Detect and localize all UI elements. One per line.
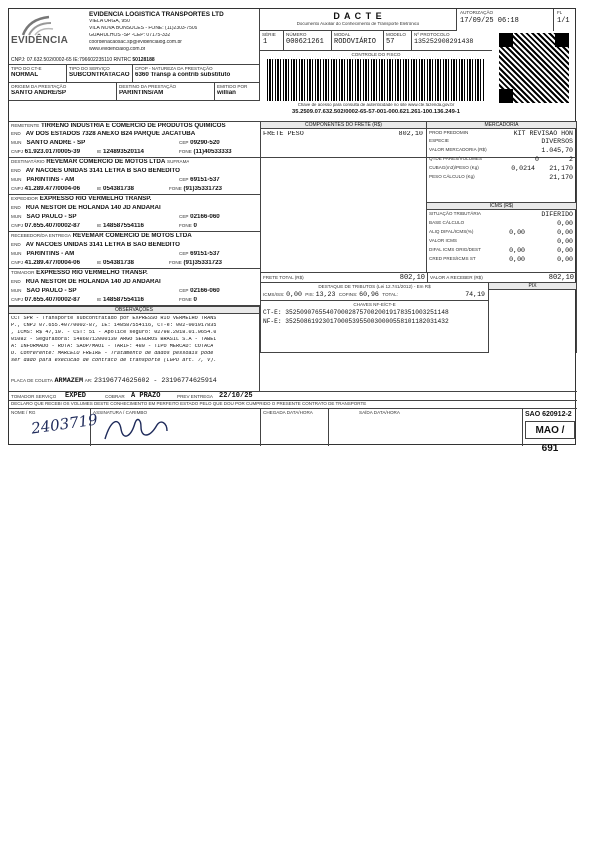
recebedor-end-label: END <box>11 242 21 247</box>
destino-value: PARINTINS/AM <box>119 90 164 97</box>
remetente-end: AV DOS ESTADOS 7328 ANEXO B24 PARQUE JACATUBA <box>25 131 196 137</box>
numero-value: 000621261 <box>286 38 324 47</box>
frete-peso-value: 802,10 <box>398 131 423 138</box>
prev-entrega-value: 22/10/25 <box>219 392 253 400</box>
emitido-cell <box>215 83 260 101</box>
destination-code: MAO / 691 <box>525 421 575 439</box>
remetente-cnpj: 61.923.017/0005-39 <box>24 149 81 155</box>
company-site: www.evidencialog.com.br <box>89 47 146 52</box>
placa-label: PLACA DE COLETA <box>11 378 53 383</box>
peso-calculo-label: PESO CÁLCULO (Kg) <box>429 174 475 179</box>
expedidor-cnpj-label: CNPJ <box>11 223 23 228</box>
expedidor-ie-label: IE <box>97 223 102 228</box>
difal-dest-value: 0,00 <box>557 247 573 254</box>
recebedor-label: RECEBEDOR/DA ENTREGA <box>11 233 71 238</box>
recebedor-fone-label: FONE <box>169 260 182 265</box>
expedidor-fone: 0 <box>193 223 197 229</box>
remetente-label: REMETENTE <box>11 123 40 128</box>
prod-predomin-label: PROD PREDOMIN <box>429 130 469 135</box>
modelo-label: MODELO <box>386 32 406 37</box>
numero-cell <box>284 31 332 51</box>
tomador-mun-label: MUN <box>11 288 22 293</box>
origem-label: ORIGEM DA PRESTAÇÃO <box>11 84 67 89</box>
numero-label: NÚMERO <box>286 32 307 37</box>
remetente-mun-label: MUN <box>11 140 22 145</box>
valor-icms-value: 0,00 <box>557 238 573 245</box>
situacao-tributaria-label: SITUAÇÃO TRIBUTÁRIA <box>429 211 481 216</box>
chegada-cell <box>261 409 329 446</box>
trib-pis-label: PIS: <box>305 292 314 297</box>
trib-total-value: 74,19 <box>465 291 485 298</box>
expedidor-mun: SAO PAULO - SP <box>26 214 77 220</box>
obs-line: ser dado para execucao de contrato de transporte (LGPD art. 7, V). <box>11 358 217 363</box>
recebedor-ie-label: IE <box>97 260 102 265</box>
tipo-servico-value: SUBCONTRATACAO <box>69 72 130 79</box>
frete-total-value: 802,10 <box>399 274 425 282</box>
remetente-cnpj-label: CNPJ <box>11 149 23 154</box>
destinatario-mun: PARINTINS - AM <box>26 177 75 183</box>
prestacao-row <box>9 83 260 101</box>
nome-rg-cell <box>9 409 99 446</box>
chave-cte: CT-E: 35250907655407000287570020019178351003251148 <box>263 309 449 316</box>
declaro-text: DECLARO QUE RECEBI OS VOLUMES DESTE CONHECIMENTO EM PERFEITO ESTADO PELO QUE DOU POR CUMPRIDO O PRESENTE CONTRATO DE TRANSPORTE <box>11 401 367 406</box>
declaro-row <box>9 401 577 409</box>
destinatario-cep-label: CEP <box>179 177 189 182</box>
tomador-fone-label: FONE <box>179 297 192 302</box>
expedidor-ie: 148587554116 <box>103 223 144 229</box>
tomador-mun: SAO PAULO - SP <box>26 288 77 294</box>
controle-fisco-label: CONTROLE DO FISCO <box>351 52 401 57</box>
tomador-ie-label: IE <box>97 297 102 302</box>
tipo-cte-cell <box>9 65 67 83</box>
valor-icms-label: VALOR ICMS <box>429 238 457 243</box>
qtde-volumes-value: 2 <box>569 156 573 163</box>
expedidor-label: EXPEDIDOR <box>11 196 39 201</box>
destinatario-label: DESTINATÁRIO <box>11 159 45 164</box>
cubagem-label: CUBAG(m3)/PESO (Kg) <box>429 165 479 170</box>
dacte-subtitle: Documento Auxiliar do Conhecimento de Transporte Eletrônico <box>296 22 420 26</box>
situacao-tributaria-value: DIFERIDO <box>541 211 573 218</box>
modal-cell <box>332 31 384 51</box>
componentes-header: COMPONENTES DO FRETE (R$) <box>261 122 426 129</box>
qtde-pares-value: 0 <box>535 156 539 163</box>
protocolo-value: 135252908291438 <box>414 38 474 46</box>
expedidor-cnpj: 07.655.407/0002-87 <box>24 223 81 229</box>
company-cnpj: CNPJ: 07.632.502/0002-65 IE:796602235110 RNTRC <box>11 57 131 63</box>
tomador-servico-label: TOMADOR SERVIÇO <box>11 394 57 399</box>
base-calculo-label: BASE CÁLCULO <box>429 220 465 225</box>
trib-icms-label: ICMS/ISS: <box>263 292 285 297</box>
signature-icon <box>101 413 221 445</box>
recebedor-mun: PARINTINS - AM <box>26 251 75 257</box>
origin-code: SAO 620912-2 <box>525 411 572 418</box>
especie-label: ESPECIE <box>429 138 449 143</box>
suframa-label: SUFRAMA <box>167 159 190 164</box>
chave-nfe: NF-E: 35250861923017000539550030000558101182031432 <box>263 318 449 325</box>
valor-mercadoria-value: 1.045,70 <box>541 147 573 154</box>
recebedor-ie: 054381738 <box>103 260 134 266</box>
recebedor-end: AV NACOES UNIDAS 3141 LETRA B SAO BENEDITO <box>25 242 180 248</box>
tomador-cep: 02166-060 <box>190 288 220 294</box>
mercadoria-block <box>427 122 577 202</box>
protocolo-cell <box>412 31 492 51</box>
recebedor-mun-label: MUN <box>11 251 22 256</box>
trib-cofins-value: 60,96 <box>359 291 379 298</box>
destinatario-block <box>9 158 260 195</box>
valor-receber-row <box>427 272 577 283</box>
tributos-label: DESTAQUE DE TRIBUTOS (Lei 12.741/2012) - Em R$ <box>318 284 431 289</box>
obs-line: O. Conferente: MARCELO FREIRE - Tratamento de dados pessoais pode <box>11 351 214 356</box>
destinatario-ie-label: IE <box>97 186 102 191</box>
trib-cofins-label: COFINS: <box>338 292 358 297</box>
obs-line: P., CNPJ 07.655.407/0002-87, IE: 148587554116, CT-e: 002-001917835 <box>11 323 217 328</box>
company-block <box>9 9 260 65</box>
fl-label: FL <box>553 9 562 31</box>
expedidor-name: EXPRESSO RIO VERMELHO TRANSP. <box>39 196 152 202</box>
prod-predomin-value: KIT REVISAO HON <box>513 130 573 137</box>
trib-icms-value: 0,00 <box>286 291 302 298</box>
tomador-end-label: END <box>11 279 21 284</box>
icms-block <box>427 202 577 272</box>
receipt-row <box>9 409 577 454</box>
remetente-mun: SANTO ANDRE - SP <box>26 140 86 146</box>
recebedor-cep-label: CEP <box>179 251 189 256</box>
cte-ident-row <box>260 31 492 51</box>
peso-value: 21,170 <box>549 165 573 172</box>
placa-value: ARMAZEM <box>54 377 84 385</box>
obs-line: , ICMS: R$ 47,19. - CST: 51 - Apolice seguro: 02798.2018.01.0654.0 <box>11 330 217 335</box>
destinatario-mun-label: MUN <box>11 177 22 182</box>
recebedor-name: REVEMAR COMERCIO DE MOTOS LTDA <box>72 233 192 239</box>
trib-pis-value: 13,23 <box>315 291 336 298</box>
frete-peso-row <box>263 131 423 139</box>
destino-label: DESTINO DA PRESTAÇÃO <box>119 84 177 89</box>
expedidor-mun-label: MUN <box>11 214 22 219</box>
ar-value: 23196774625602 - 23196774625914 <box>94 377 217 384</box>
cfop-cell <box>133 65 260 83</box>
protocolo-label: Nº PROTOCOLO <box>414 32 450 37</box>
cobrar-label: COBRAR <box>105 394 125 399</box>
handwritten-number: 2403719 <box>30 410 99 438</box>
company-address-3: GUARULHOS -SP -CEP: 07175-332 <box>89 33 171 38</box>
qr-code <box>499 33 569 103</box>
recebedor-fone: (91)35331723 <box>183 260 222 266</box>
observacoes-header: OBSERVAÇÕES <box>9 307 259 314</box>
company-logo-text: EVIDÊNCIA <box>11 35 69 46</box>
remetente-ie: 124893520114 <box>103 149 144 155</box>
remetente-end-label: END <box>11 131 21 136</box>
tomador-cnpj-label: CNPJ <box>11 297 23 302</box>
dacte-title-block <box>260 9 456 31</box>
frete-peso-label: FRETE PESO <box>263 131 304 138</box>
expedidor-cep-label: CEP <box>179 214 189 219</box>
chave-acesso-value: 35.2509.07.632.502/0002-65-57-001-000.621.261-100.136.249-1 <box>292 109 460 115</box>
autorizacao-value: 17/09/25 06:18 <box>460 17 519 25</box>
destinatario-name: REVEMAR COMERCIO DE MOTOS LTDA <box>46 159 166 165</box>
nome-rg-label: NOME / RG <box>11 410 36 415</box>
expedidor-block <box>9 195 260 232</box>
cred-pres-value: 0,00 <box>509 256 525 263</box>
assinatura-cell <box>91 409 261 446</box>
expedidor-fone-label: FONE <box>179 223 192 228</box>
dacte-document <box>8 8 576 454</box>
remetente-cep-label: CEP <box>179 140 189 145</box>
origem-cell <box>9 83 117 101</box>
saida-cell <box>329 409 523 446</box>
expedidor-cep: 02166-060 <box>190 214 220 220</box>
tomador-name: EXPRESSO RIO VERMELHO TRANSP. <box>36 270 148 276</box>
serie-label: SÉRIE <box>262 32 276 37</box>
icms-st-value: 0,00 <box>557 256 573 263</box>
modal-label: MODAL <box>334 32 351 37</box>
tomador-ie: 148587554116 <box>103 297 144 303</box>
chaves-block <box>260 301 488 353</box>
service-row <box>9 65 260 83</box>
assinatura-label: ASSINATURA / CARIMBO <box>93 410 148 415</box>
valor-receber-value: 802,10 <box>548 274 574 282</box>
tipo-servico-label: TIPO DO SERVIÇO <box>69 66 110 71</box>
barcode <box>267 59 485 101</box>
saida-label: SAÍDA DATA/HORA <box>359 410 400 415</box>
company-name: EVIDENCIA LOGISTICA TRANSPORTES LTD <box>89 11 224 18</box>
modelo-value: 57 <box>386 38 395 47</box>
icms-header: ICMS (R$) <box>427 203 576 210</box>
tomador-cnpj: 07.655.407/0002-87 <box>24 297 81 303</box>
especie-value: DIVERSOS <box>541 138 573 145</box>
trib-total-label: TOTAL: <box>382 292 398 297</box>
modal-value: RODOVIÁRIO <box>334 38 377 47</box>
destinatario-end-label: END <box>11 168 21 173</box>
tributos-values-row <box>263 291 487 299</box>
qtde-label: QTDE PARES/VOLUMES <box>429 156 483 161</box>
autorizacao-label: AUTORIZAÇÃO <box>460 10 494 15</box>
remetente-fone: (11)40533333 <box>193 149 232 155</box>
cfop-label: CFOP - NATUREZA DA PRESTAÇÃO <box>135 66 213 71</box>
emitido-label: EMITIDO POR <box>217 84 248 89</box>
destinatario-cnpj-label: CNPJ <box>11 186 23 191</box>
mercadoria-header: MERCADORIA <box>427 122 576 129</box>
route-code-cell <box>523 409 577 454</box>
aliq-label: ALIQ DIFAL/ICMS(%) <box>429 229 474 234</box>
tomador-end: RUA NESTOR DE HOLANDA 140 JD ANDARAI <box>25 279 161 285</box>
recebedor-block <box>9 232 260 269</box>
prev-entrega-label: PREV ENTREGA <box>177 394 213 399</box>
company-email: coordenacaosac.sp@evidencialog.com.br <box>89 40 182 45</box>
frete-total-label: FRETE TOTAL (R$) <box>263 275 304 280</box>
frete-total-row <box>260 272 427 283</box>
company-cnpj-line <box>11 57 155 63</box>
cfop-value: 6360 Transp a contrib substituto <box>135 72 231 79</box>
remetente-cep: 09290-520 <box>190 140 220 146</box>
tomador-servico-value: EXPED <box>65 392 87 400</box>
remetente-name: TIRRENO INDUSTRIA E COMERCIO DE PRODUTOS QUIMICOS <box>41 123 226 129</box>
componentes-block <box>260 122 427 272</box>
destinatario-ie: 054381738 <box>103 186 134 192</box>
recebedor-cep: 69151-537 <box>190 251 220 257</box>
autorizacao-block <box>456 9 577 31</box>
modelo-cell <box>384 31 412 51</box>
tipo-cte-label: TIPO DO CT-E <box>11 66 42 71</box>
recebedor-cnpj: 41.289.477/0004-06 <box>24 260 81 266</box>
tomador-label: TOMADOR <box>11 270 35 275</box>
recebedor-cnpj-label: CNPJ <box>11 260 23 265</box>
destinatario-fone-label: FONE <box>169 186 182 191</box>
aliq-difal-value: 0,00 <box>509 229 525 236</box>
tomador-fone: 0 <box>193 297 197 303</box>
obs-line: 01082 - Seguradora: 14868712000130 ARGO SEGUROS BRASIL S.A - TABEL <box>11 337 217 342</box>
destinatario-end: AV NACOES UNIDAS 3141 LETRA B SAO BENEDITO <box>25 168 180 174</box>
expedidor-end: RUA NESTOR DE HOLANDA 140 JD ANDARAI <box>25 205 161 211</box>
peso-calculo-value: 21,170 <box>549 174 573 181</box>
tipo-cte-value: NORMAL <box>11 72 39 79</box>
chaves-label: CHAVES NF-E/CT-E <box>353 302 396 307</box>
tipo-servico-cell <box>67 65 133 83</box>
origem-value: SANTO ANDRE/SP <box>11 90 67 97</box>
cobrar-value: A PRAZO <box>131 392 161 400</box>
tributos-block <box>260 283 488 301</box>
serie-cell <box>260 31 284 51</box>
difal-orig-value: 0,00 <box>509 247 525 254</box>
difal-label: DIFAL ICMS ORIG/DEST <box>429 247 481 252</box>
company-address-1: VIELA URGA, 950 <box>89 19 130 24</box>
expedidor-end-label: END <box>11 205 21 210</box>
valor-receber-label: VALOR A RECEBER (R$) <box>430 275 483 280</box>
destinatario-fone: (91)35331723 <box>183 186 222 192</box>
placa-row <box>11 377 259 386</box>
company-address-2: VILA NOVA BONSUCES - FONE: (11)2303-7509 <box>89 26 198 31</box>
cred-pres-label: CRED PRES/ICMS ST <box>429 256 476 261</box>
chegada-label: CHEGADA DATA/HORA <box>263 410 313 415</box>
base-calculo-value: 0,00 <box>557 220 573 227</box>
emitido-value: willian <box>217 90 236 97</box>
observacoes-block <box>9 306 260 391</box>
destino-cell <box>117 83 215 101</box>
obs-line: A: INFORMADO - ROTA: SAOP/MAOI - TARIF: 480 - TIPO MERCAD: COTACA <box>11 344 214 349</box>
destinatario-cnpj: 41.289.477/0004-06 <box>24 186 81 192</box>
destinatario-cep: 69151-537 <box>190 177 220 183</box>
aliq-icms-value: 0,00 <box>557 229 573 236</box>
serie-value: 1 <box>263 38 268 47</box>
company-rntrc: 50128188 <box>132 57 155 63</box>
tomador-servico-row <box>9 391 577 401</box>
remetente-fone-label: FONE <box>179 149 192 154</box>
remetente-ie-label: IE <box>97 149 102 154</box>
evidencia-logo-icon <box>15 15 55 37</box>
pix-label: PIX <box>489 283 576 290</box>
valor-mercadoria-label: VALOR MERCADORIA (R$) <box>429 147 487 152</box>
tomador-block <box>9 269 260 306</box>
fl-value: 1/1 <box>557 17 570 25</box>
dacte-title: D A C T E <box>333 11 383 21</box>
obs-line: CCT SPR - Transporte subcontratado por EXPRESSO RIO VERMELHO TRANS <box>11 316 217 321</box>
tomador-cep-label: CEP <box>179 288 189 293</box>
cubagem-value: 0,0214 <box>511 165 535 172</box>
ar-label: AR: <box>84 378 93 383</box>
chave-acesso-label: Chave de acesso para consulta de autenticidade no site www.cte.fazenda.gov.br <box>297 103 455 107</box>
pix-block <box>488 283 577 353</box>
